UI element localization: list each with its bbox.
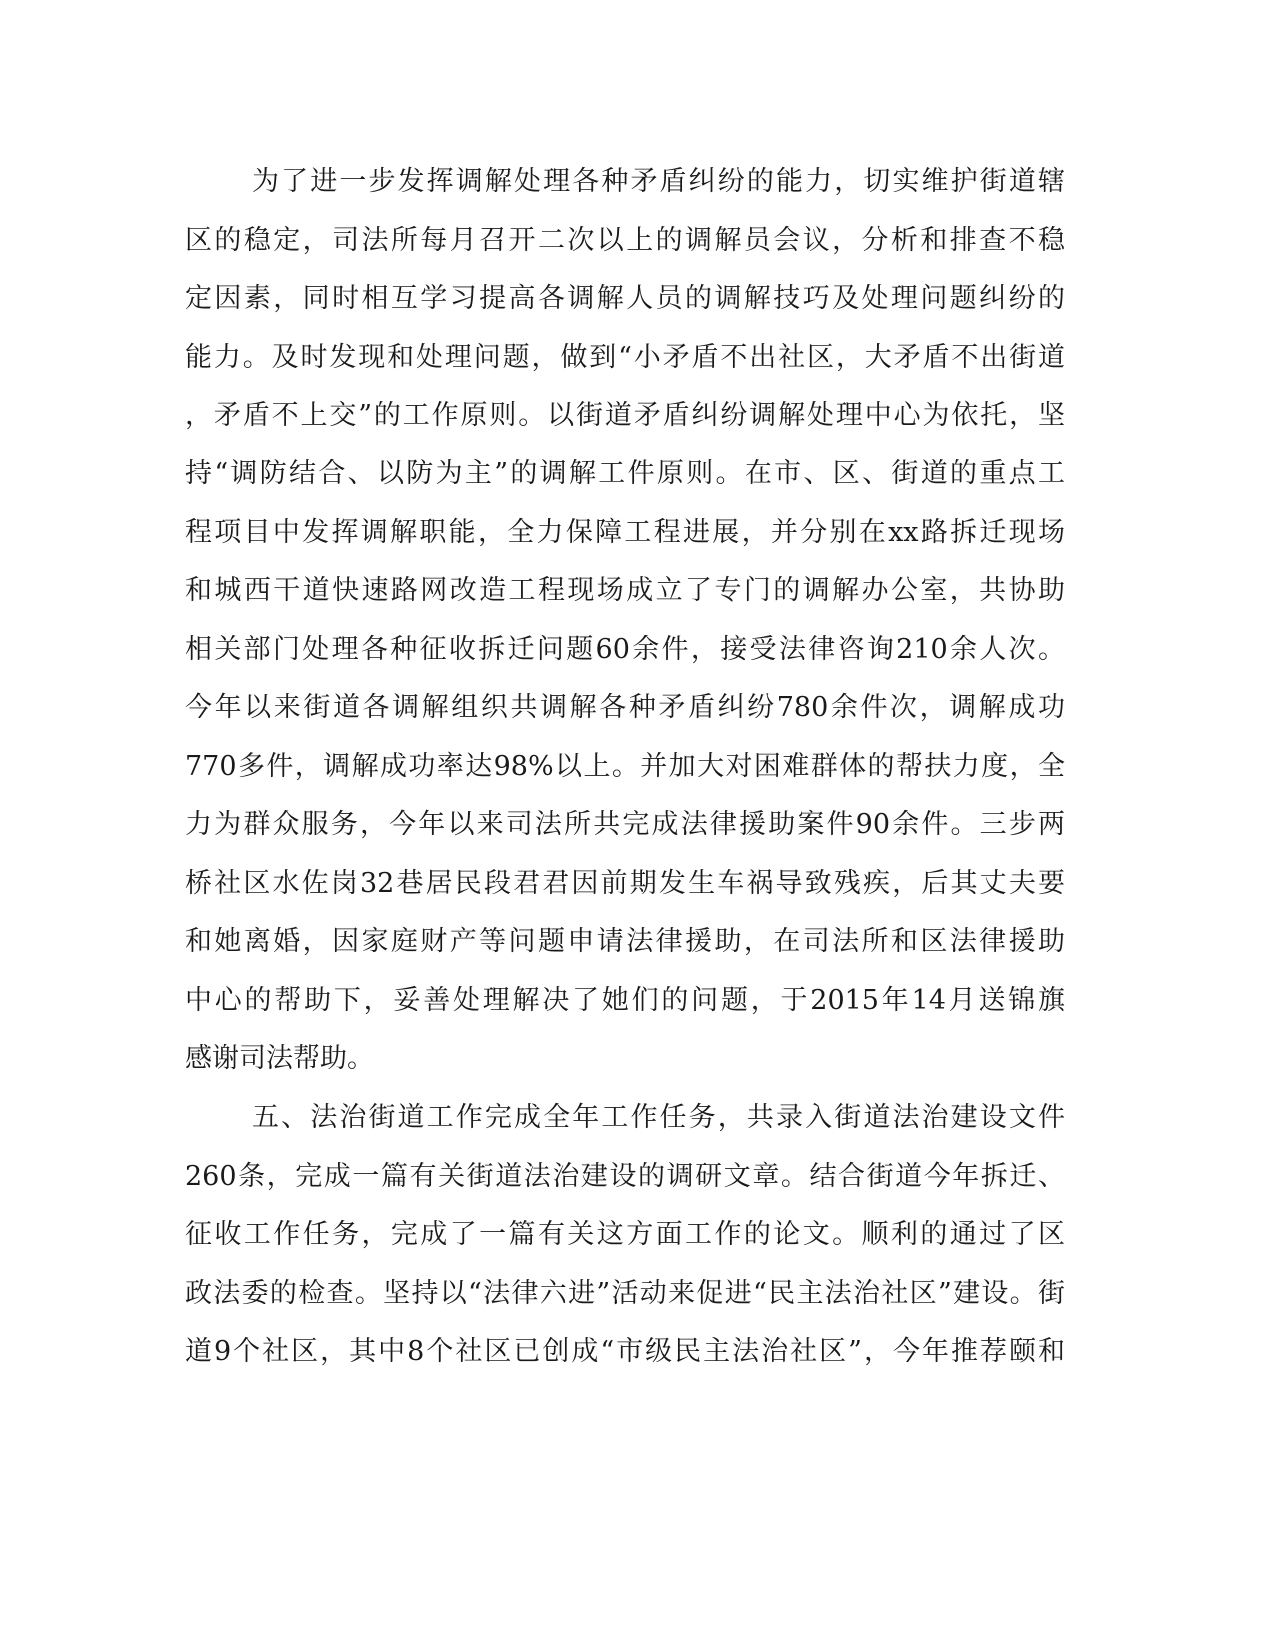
paragraph-line: ，矛盾不上交”的工作原则。以街道矛盾纠纷调解处理中心为依托，坚 — [185, 400, 1065, 431]
paragraph-line: 征收工作任务，完成了一篇有关这方面工作的论文。顺利的通过了区 — [185, 1219, 1065, 1250]
paragraph-line: 道9个社区，其中8个社区已创成“市级民主法治社区”，今年推荐颐和 — [185, 1336, 1065, 1367]
paragraph-line: 力为群众服务，今年以来司法所共完成法律援助案件90余件。三步两 — [185, 809, 1065, 840]
paragraph-line: 程项目中发挥调解职能，全力保障工程进展，并分别在xx路拆迁现场 — [185, 517, 1065, 548]
paragraph-line: 260条，完成一篇有关街道法治建设的调研文章。结合街道今年拆迁、 — [185, 1161, 1065, 1192]
paragraph-line: 770多件，调解成功率达98%以上。并加大对困难群体的帮扶力度，全 — [185, 751, 1065, 782]
paragraph-line: 政法委的检查。坚持以“法律六进”活动来促进“民主法治社区”建设。街 — [185, 1278, 1065, 1309]
paragraph-line: 桥社区水佐岗32巷居民段君君因前期发生车祸导致残疾，后其丈夫要 — [185, 868, 1065, 899]
paragraph-line: 和她离婚，因家庭财产等问题申请法律援助，在司法所和区法律援助 — [185, 926, 1065, 957]
paragraph-line: 为了进一步发挥调解处理各种矛盾纠纷的能力，切实维护街道辖 — [252, 166, 1065, 197]
paragraph-line: 和城西干道快速路网改造工程现场成立了专门的调解办公室，共协助 — [185, 575, 1065, 606]
paragraph-line: 相关部门处理各种征收拆迁问题60余件，接受法律咨询210余人次。 — [185, 634, 1065, 665]
paragraph-line: 区的稳定，司法所每月召开二次以上的调解员会议，分析和排查不稳 — [185, 225, 1065, 256]
paragraph-line: 今年以来街道各调解组织共调解各种矛盾纠纷780余件次，调解成功 — [185, 692, 1065, 723]
paragraph-line: 能力。及时发现和处理问题，做到“小矛盾不出社区，大矛盾不出街道 — [185, 342, 1065, 373]
paragraph-line: 持“调防结合、以防为主”的调解工件原则。在市、区、街道的重点工 — [185, 458, 1065, 489]
paragraph-line: 感谢司法帮助。 — [185, 1043, 374, 1074]
paragraph-line: 中心的帮助下，妥善处理解决了她们的问题，于2015年14月送锦旗 — [185, 985, 1065, 1016]
paragraph-line: 定因素，同时相互学习提高各调解人员的调解技巧及处理问题纠纷的 — [185, 283, 1065, 314]
paragraph-line: 五、法治街道工作完成全年工作任务，共录入街道法治建设文件 — [252, 1102, 1065, 1133]
